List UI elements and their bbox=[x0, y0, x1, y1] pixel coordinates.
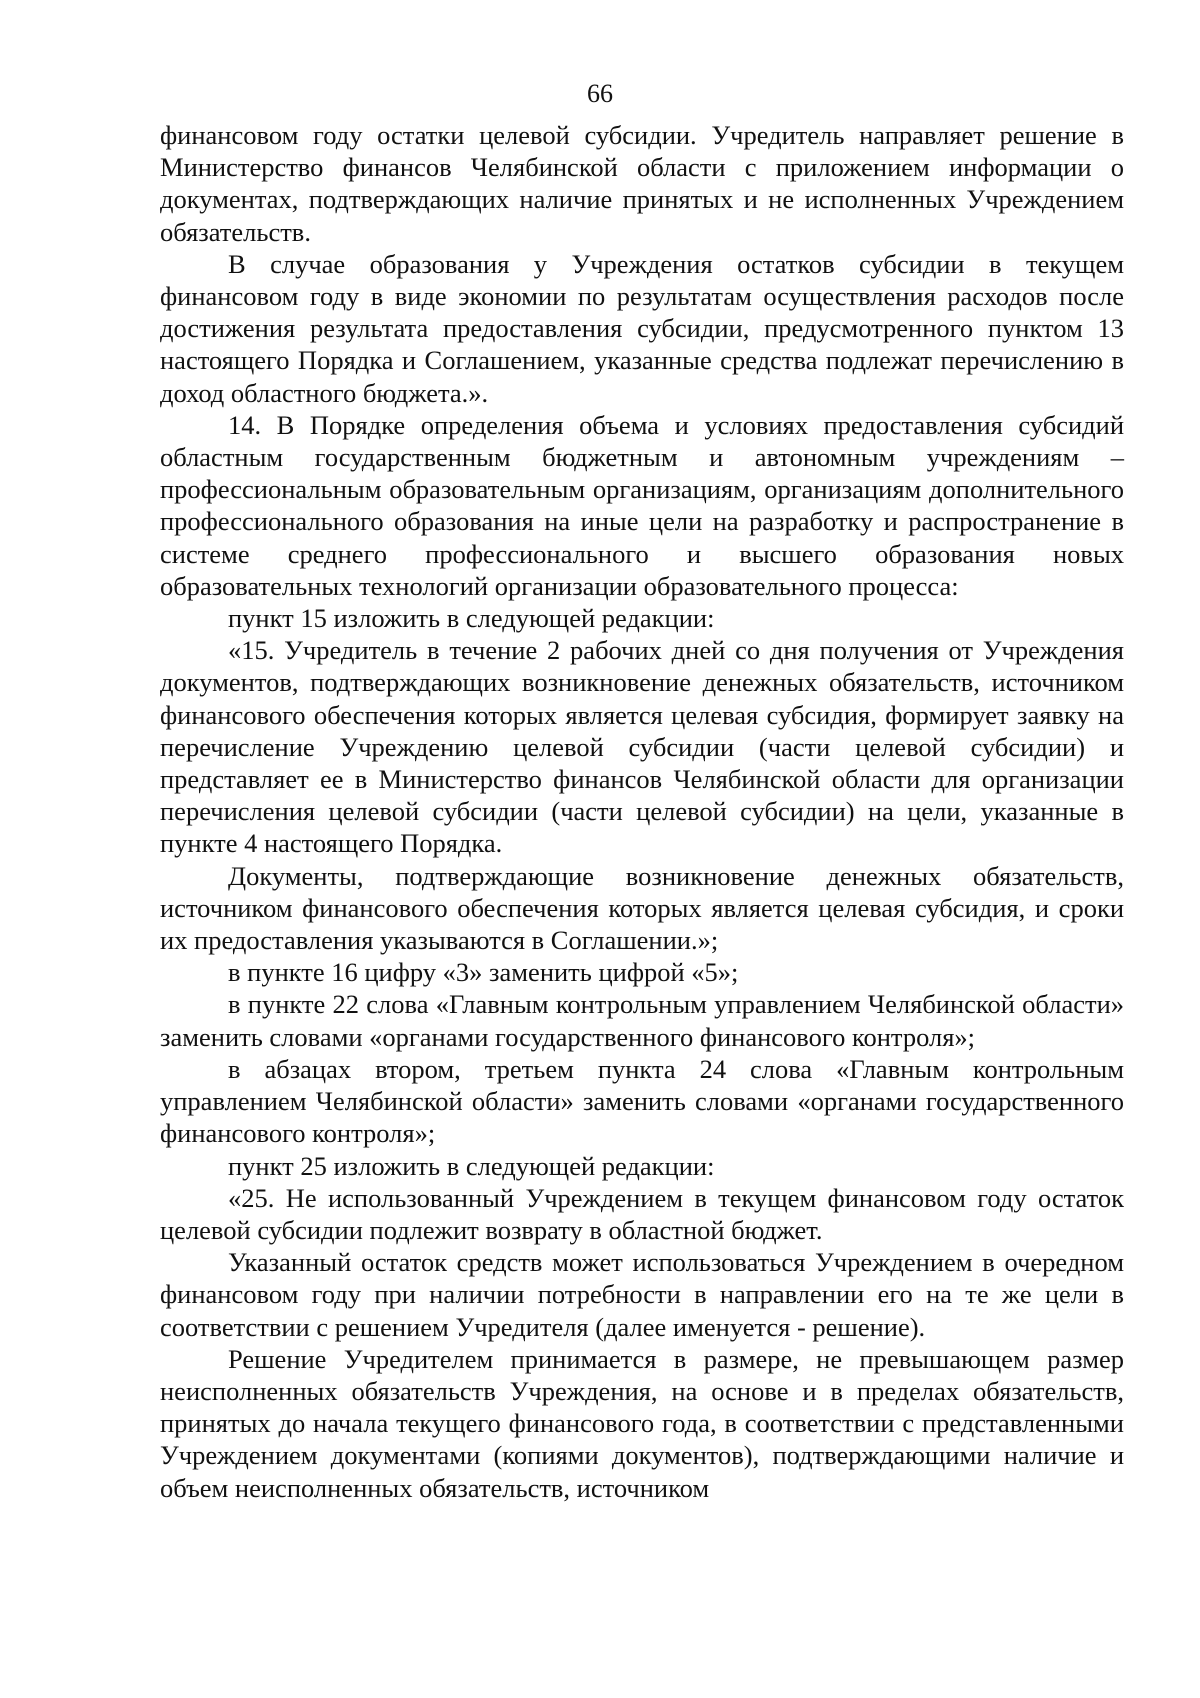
paragraph: Решение Учредителем принимается в размере, не превышающем размер неисполненных обязательств Учреждения, на основе и в пределах обязательств, принятых до начала текущего финансового года, в соответствии с представленными Учреждением документами (копиями документов), подтверждающими наличие и объем неисполненных обязательств, источником bbox=[160, 1343, 1124, 1503]
paragraph: пункт 15 изложить в следующей редакции: bbox=[228, 603, 715, 634]
paragraph: 14. В Порядке определения объема и условиях предоставления субсидий областным государственным бюджетным и автономным учреждениям – профессиональным образовательным организациям, организациям дополнительного профессионального образования на иные цели на разработку и распространение в системе среднего профессионального и высшего образования новых образовательных технологий организации образовательного процесса: bbox=[160, 409, 1124, 601]
paragraph: в пункте 16 цифру «3» заменить цифрой «5»; bbox=[228, 957, 739, 988]
page-number: 66 bbox=[587, 79, 613, 108]
paragraph: «25. Не использованный Учреждением в текущем финансовом году остаток целевой субсидии подлежит возврату в областной бюджет. bbox=[160, 1182, 1124, 1245]
paragraph: пункт 25 изложить в следующей редакции: bbox=[228, 1150, 715, 1181]
paragraph: в абзацах втором, третьем пункта 24 слова «Главным контрольным управлением Челябинской области» заменить словами «органами государственного финансового контроля»; bbox=[160, 1053, 1124, 1149]
paragraph: Документы, подтверждающие возникновение денежных обязательств, источником финансового обеспечения которых является целевая субсидия, и сроки их предоставления указываются в Соглашении.»; bbox=[160, 860, 1124, 956]
paragraph: Указанный остаток средств может использоваться Учреждением в очередном финансовом году при наличии потребности в направлении его на те же цели в соответствии с решением Учредителя (далее именуется - решение). bbox=[160, 1247, 1124, 1342]
paragraph: «15. Учредитель в течение 2 рабочих дней со дня получения от Учреждения документов, подтверждающих возникновение денежных обязательств, источником финансового обеспечения которых является целевая субсидия, формирует заявку на перечисление Учреждению целевой субсидии (части целевой субсидии) и представляет ее в Министерство финансов Челябинской области для организации перечисления целевой субсидии (части целевой субсидии) на цели, указанные в пункте 4 настоящего Порядка. bbox=[160, 635, 1124, 859]
paragraph: финансовом году остатки целевой субсидии. Учредитель направляет решение в Министерство финансов Челябинской области с приложением информации о документах, подтверждающих наличие принятых и не исполненных Учреждением обязательств. bbox=[160, 120, 1124, 247]
document-body bbox=[160, 119, 1124, 1504]
paragraph: в пункте 22 слова «Главным контрольным управлением Челябинской области» заменить словами «органами государственного финансового контроля»; bbox=[160, 989, 1124, 1052]
paragraph: В случае образования у Учреждения остатков субсидии в текущем финансовом году в виде экономии по результатам осуществления расходов после достижения результата предоставления субсидии, предусмотренного пунктом 13 настоящего Порядка и Соглашением, указанные средства подлежат перечислению в доход областного бюджета.». bbox=[160, 248, 1124, 408]
